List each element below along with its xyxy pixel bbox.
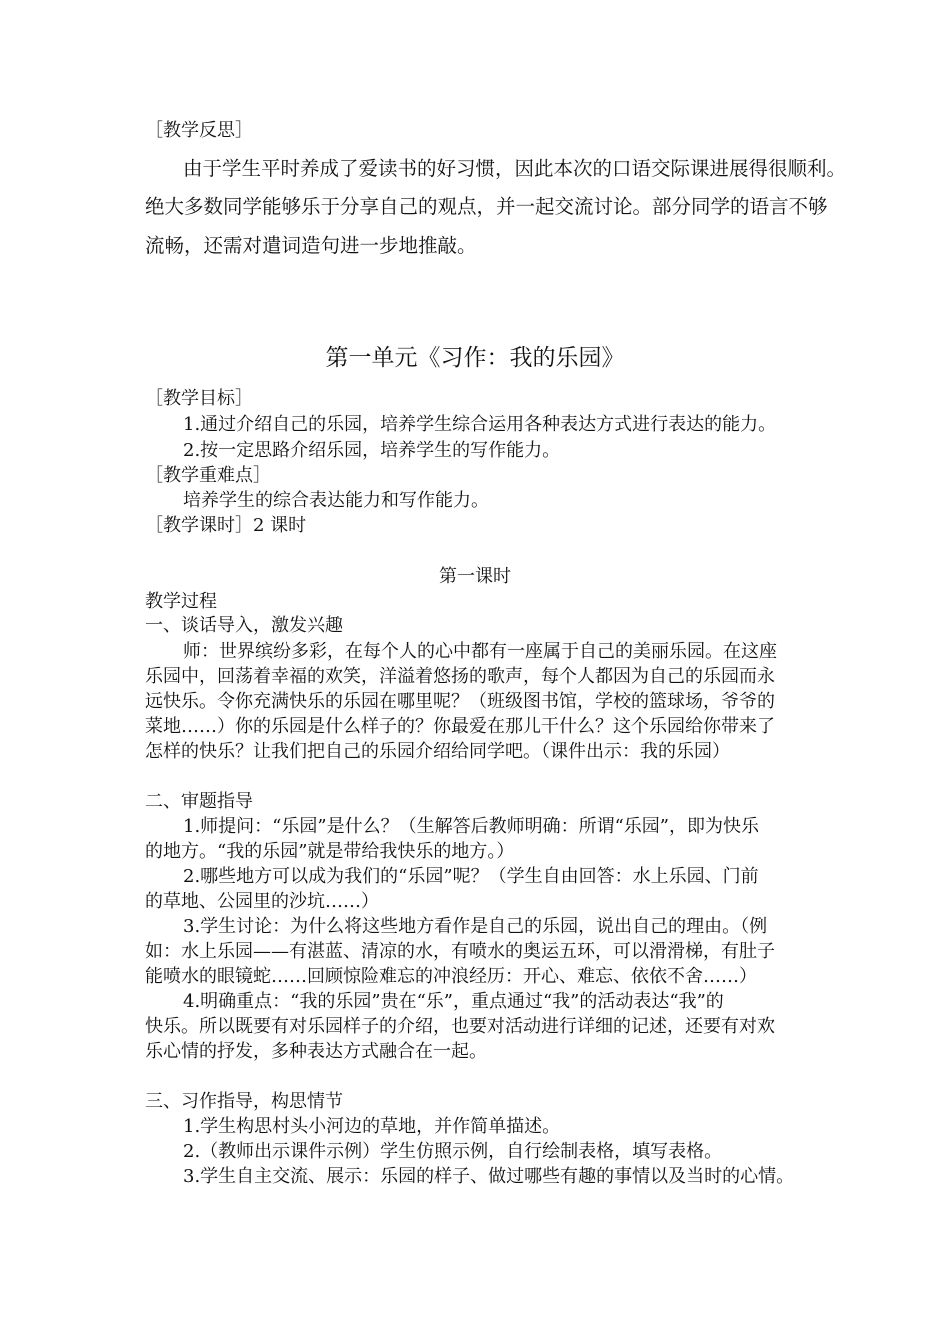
paragraph-line: 快乐。所以既要有对乐园样子的介绍，也要对活动进行详细的记述，还要有对欢 — [145, 1016, 775, 1037]
paragraph-line: 的地方。“我的乐园”就是带给我快乐的地方。） — [145, 841, 515, 862]
objectives-heading: ［教学目标］ — [145, 388, 253, 409]
paragraph-line: 乐园中，回荡着幸福的欢笑，洋溢着悠扬的歌声，每个人都因为自己的乐园而永 — [145, 666, 775, 687]
reflection-heading: ［教学反思］ — [145, 120, 253, 141]
paragraph-line: 4.明确重点：“我的乐园”贵在“乐”，重点通过“我”的活动表达“我”的 — [183, 991, 724, 1012]
paragraph-line: 2.哪些地方可以成为我们的“乐园”呢？（学生自由回答：水上乐园、门前 — [183, 866, 759, 887]
process-heading: 教学过程 — [145, 591, 217, 612]
section-heading: 三、习作指导，构思情节 — [145, 1091, 343, 1112]
section-heading: 二、审题指导 — [145, 791, 253, 812]
key-points-text: 培养学生的综合表达能力和写作能力。 — [183, 490, 489, 511]
key-points-heading: ［教学重难点］ — [145, 465, 271, 486]
paragraph-line: 能喷水的眼镜蛇……回顾惊险难忘的冲浪经历：开心、难忘、依依不舍……） — [145, 966, 757, 987]
lesson-title: 第一课时 — [439, 566, 511, 587]
paragraph-line: 怎样的快乐？让我们把自己的乐园介绍给同学吧。（课件出示：我的乐园） — [145, 741, 730, 762]
paragraph-line: 菜地……）你的乐园是什么样子的？你最爱在那儿干什么？这个乐园给你带来了 — [145, 716, 775, 737]
objective-item: 1.通过介绍自己的乐园，培养学生综合运用各种表达方式进行表达的能力。 — [183, 414, 777, 435]
paragraph-line: 1.师提问：“乐园”是什么？（生解答后教师明确：所谓“乐园”，即为快乐 — [183, 816, 759, 837]
paragraph-line: 3.学生讨论：为什么将这些地方看作是自己的乐园，说出自己的理由。（例 — [183, 916, 768, 937]
class-hours: ［教学课时］2 课时 — [145, 515, 307, 536]
reflection-line: 由于学生平时养成了爱读书的好习惯，因此本次的口语交际课进展得很顺利。 — [183, 157, 847, 180]
section-heading: 一、谈话导入，激发兴趣 — [145, 615, 343, 636]
paragraph-line: 乐心情的抒发，多种表达方式融合在一起。 — [145, 1041, 487, 1062]
paragraph-line: 的草地、公园里的沙坑……） — [145, 891, 379, 912]
paragraph-line: 师：世界缤纷多彩，在每个人的心中都有一座属于自己的美丽乐园。在这座 — [183, 641, 777, 662]
paragraph-line: 1.学生构思村头小河边的草地，并作简单描述。 — [183, 1116, 561, 1137]
paragraph-line: 2.（教师出示课件示例）学生仿照示例，自行绘制表格，填写表格。 — [183, 1141, 723, 1162]
unit-title: 第一单元《习作：我的乐园》 — [325, 345, 625, 371]
paragraph-line: 3.学生自主交流、展示：乐园的样子、做过哪些有趣的事情以及当时的心情。 — [183, 1166, 795, 1187]
reflection-line: 绝大多数同学能够乐于分享自己的观点，并一起交流讨论。部分同学的语言不够 — [145, 195, 828, 218]
objective-item: 2.按一定思路介绍乐园，培养学生的写作能力。 — [183, 440, 561, 461]
paragraph-line: 远快乐。令你充满快乐的乐园在哪里呢？（班级图书馆，学校的篮球场，爷爷的 — [145, 691, 775, 712]
reflection-line: 流畅，还需对遣词造句进一步地推敲。 — [145, 234, 477, 257]
paragraph-line: 如：水上乐园——有湛蓝、清凉的水，有喷水的奥运五环，可以滑滑梯，有肚子 — [145, 941, 775, 962]
